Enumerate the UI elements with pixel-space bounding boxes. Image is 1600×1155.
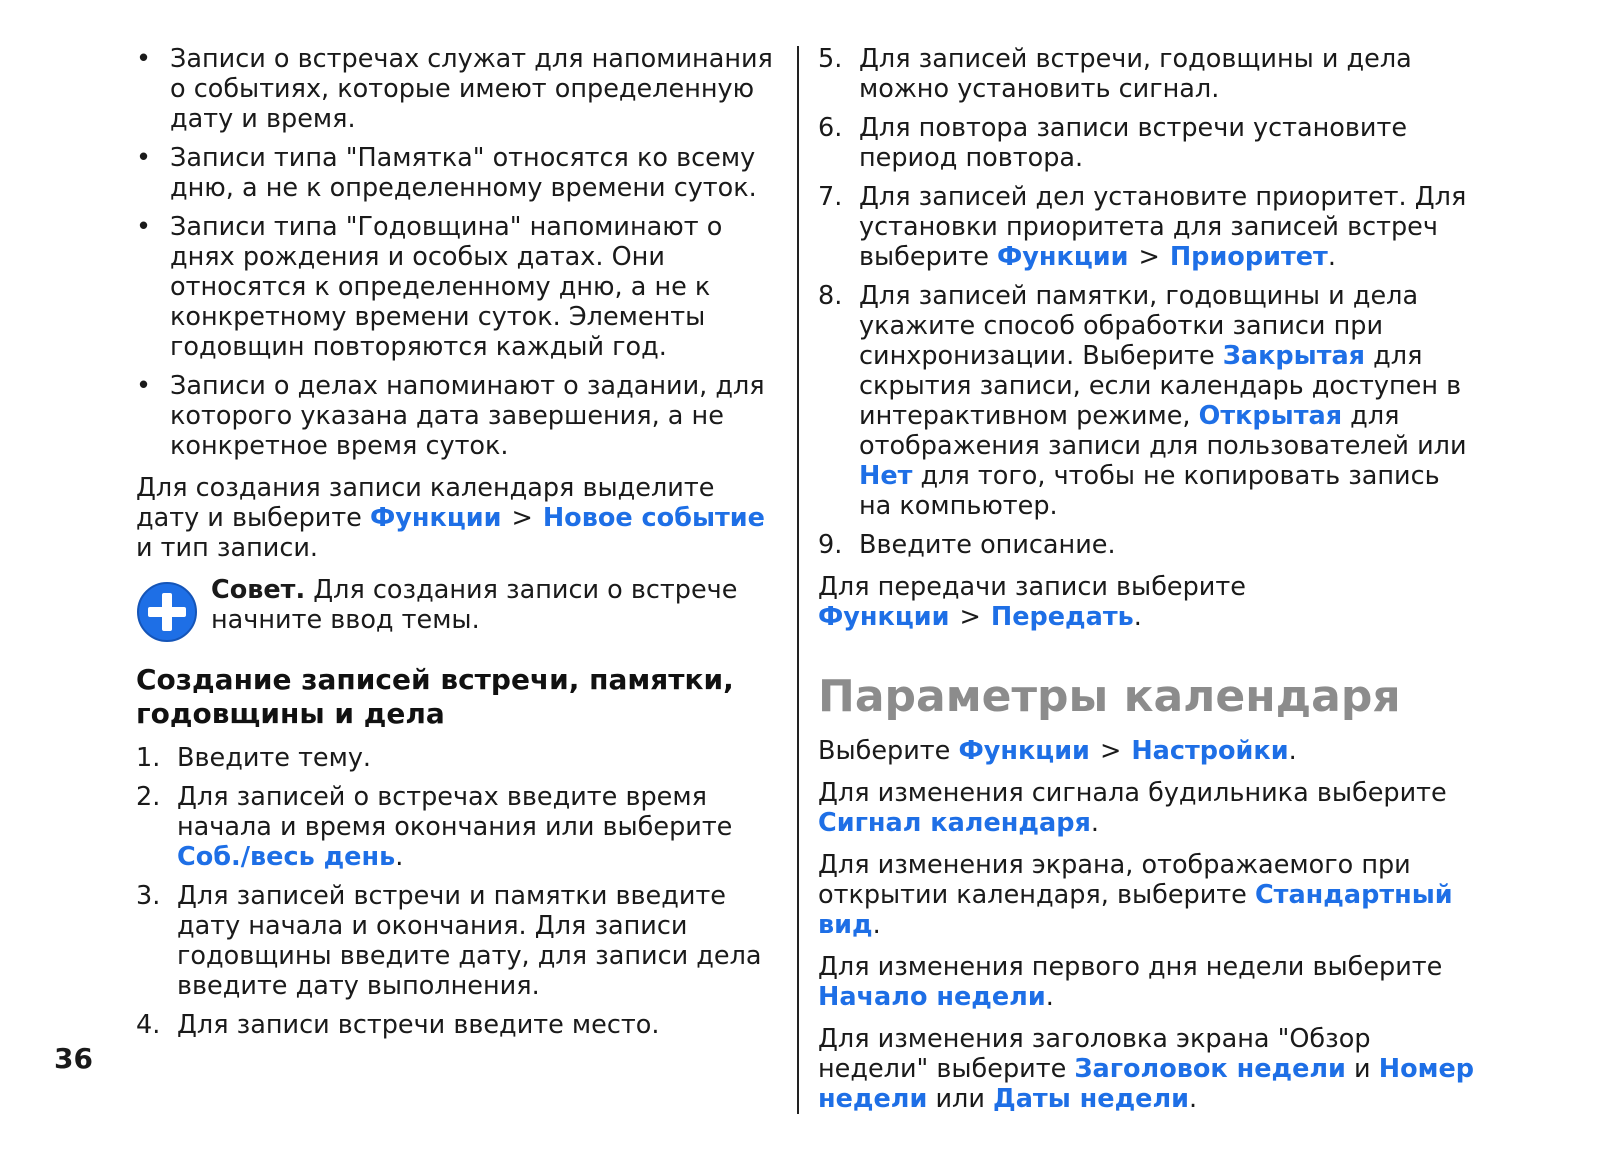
list-item: 3. Для записей встречи и памятки введите дату начала и окончания. Для записи годовщины введите дату, для записи дела введите дату выполнения. xyxy=(136,881,762,1001)
section-heading: Создание записей встречи, памятки, годовщины и дела xyxy=(136,663,734,730)
private-link[interactable]: Закрытая xyxy=(1222,341,1366,371)
list-item: • Записи типа "Годовщина" напоминают о днях рождения и особых датах. Они относятся к определенному дню, а не к конкретному времени суток. Элементы годовщин повторяются каждый год. xyxy=(136,212,778,362)
list-item: • Записи типа "Памятка" относятся ко всему дню, а не к определенному времени суток. xyxy=(136,143,778,203)
right-column xyxy=(818,44,1478,1126)
week-dates-link[interactable]: Даты недели xyxy=(993,1084,1189,1114)
send-link[interactable]: Передать xyxy=(990,602,1134,632)
priority-link[interactable]: Приоритет xyxy=(1169,242,1328,272)
public-link[interactable]: Открытая xyxy=(1198,401,1343,431)
list-item: • Записи о встречах служат для напоминания о событиях, которые имеют определенную дату и время. xyxy=(136,44,778,134)
list-item: 9. Введите описание. xyxy=(818,530,1116,560)
functions-link[interactable]: Функции xyxy=(818,602,950,632)
week-start-paragraph: Для изменения первого дня недели выберите Начало недели. xyxy=(818,952,1443,1012)
default-view-paragraph: Для изменения экрана, отображаемого при открытии календаря, выберите Стандартный вид. xyxy=(818,850,1453,940)
column-divider xyxy=(797,46,799,1114)
list-item: 5. Для записей встречи, годовщины и дела можно установить сигнал. xyxy=(818,44,1412,104)
settings-link[interactable]: Настройки xyxy=(1131,736,1289,766)
tip-label: Совет. xyxy=(211,575,306,605)
steps-list-left xyxy=(136,743,778,1040)
none-link[interactable]: Нет xyxy=(859,461,913,491)
settings-paragraph: Выберите Функции > Настройки. xyxy=(818,736,1297,766)
page-number: 36 xyxy=(54,1042,93,1075)
week-number-link[interactable]: Номер недели xyxy=(818,1054,1474,1114)
week-title-paragraph: Для изменения заголовка экрана "Обзор недели" выберите Заголовок недели и Номер недели или Даты недели. xyxy=(818,1024,1474,1114)
list-item: 8. Для записей памятки, годовщины и дела укажите способ обработки записи при синхронизации. Выберите Закрытая для скрытия записи, если календарь доступен в интерактивном режиме, Открытая для отображения записи для пользователей или Нет для того, чтобы не копировать запись на компьютер. xyxy=(818,281,1467,521)
alarm-paragraph: Для изменения сигнала будильника выберите Сигнал календаря. xyxy=(818,778,1447,838)
tip-box xyxy=(136,575,778,641)
tip-text: Для создания записи о встрече начните ввод темы. xyxy=(211,575,738,635)
functions-link[interactable]: Функции xyxy=(996,242,1129,272)
entry-types-list xyxy=(136,44,778,461)
week-start-link[interactable]: Начало недели xyxy=(818,982,1046,1012)
left-column xyxy=(136,44,778,1052)
default-view-link[interactable]: Стандартный вид xyxy=(818,880,1453,940)
page-title: Параметры календаря xyxy=(818,671,1401,722)
send-entry-paragraph: Для передачи записи выберите Функции > Передать. xyxy=(818,572,1246,632)
list-item: 7. Для записей дел установите приоритет. Для установки приоритета для записей встреч выберите Функции > Приоритет. xyxy=(818,182,1467,272)
list-item: 4. Для записи встречи введите место. xyxy=(136,1010,660,1040)
create-entry-paragraph: Для создания записи календаря выделите дату и выберите Функции > Новое событие и тип записи. xyxy=(136,473,765,563)
list-item: • Записи о делах напоминают о задании, для которого указана дата завершения, а не конкретное время суток. xyxy=(136,371,778,461)
list-item: 2. Для записей о встречах введите время начала и время окончания или выберите Соб./весь день. xyxy=(136,782,733,872)
plus-circle-icon xyxy=(136,581,198,643)
list-item: 1. Введите тему. xyxy=(136,743,372,773)
list-item: 6. Для повтора записи встречи установите период повтора. xyxy=(818,113,1408,173)
calendar-alarm-link[interactable]: Сигнал календаря xyxy=(818,808,1091,838)
steps-list-right xyxy=(818,44,1478,560)
week-title-link[interactable]: Заголовок недели xyxy=(1074,1054,1346,1084)
new-event-link[interactable]: Новое событие xyxy=(542,503,765,533)
functions-link[interactable]: Функции xyxy=(369,503,502,533)
functions-link[interactable]: Функции xyxy=(958,736,1090,766)
all-day-link[interactable]: Соб./весь день xyxy=(177,842,396,872)
